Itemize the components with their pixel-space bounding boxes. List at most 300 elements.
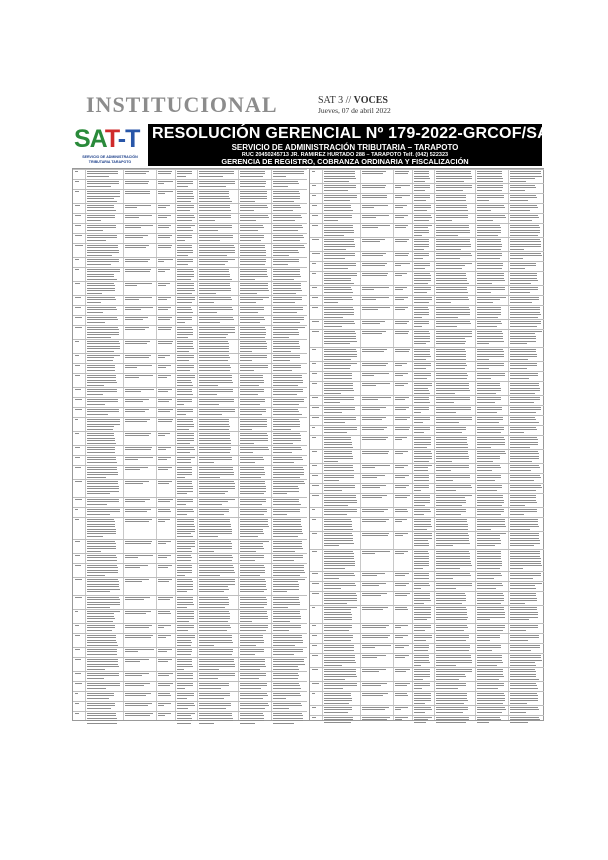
text-line	[87, 269, 121, 270]
table-cell	[414, 717, 433, 724]
text-line	[436, 645, 470, 646]
text-line	[510, 703, 527, 704]
text-line	[199, 693, 230, 694]
text-line	[362, 263, 387, 264]
text-line	[436, 292, 468, 293]
table-cell	[75, 713, 84, 715]
text-line	[75, 259, 79, 260]
table-cell	[414, 707, 433, 714]
text-line	[362, 439, 387, 440]
table-cell	[87, 181, 122, 188]
text-line	[414, 363, 431, 364]
text-line	[477, 444, 506, 445]
table-cell	[87, 365, 122, 372]
text-line	[477, 588, 497, 589]
text-line	[125, 401, 143, 402]
text-line	[273, 630, 290, 631]
text-line	[510, 173, 542, 174]
text-line	[125, 567, 141, 568]
text-line	[324, 427, 357, 428]
text-line	[436, 220, 452, 221]
text-line	[510, 399, 541, 400]
text-line	[436, 447, 469, 448]
text-line	[177, 334, 194, 335]
table-cell	[158, 191, 174, 196]
text-line	[436, 419, 473, 420]
text-line	[510, 698, 538, 699]
text-line	[199, 225, 232, 226]
text-line	[436, 307, 470, 308]
table-cell	[273, 457, 306, 464]
text-line	[273, 651, 304, 652]
text-line	[240, 391, 265, 392]
text-line	[477, 255, 503, 256]
text-line	[87, 521, 115, 522]
text-line	[177, 661, 193, 662]
text-line	[273, 457, 303, 458]
table-row	[310, 305, 544, 320]
text-line	[477, 461, 494, 462]
text-line	[240, 616, 268, 617]
text-line	[199, 474, 235, 475]
text-line	[510, 526, 539, 527]
text-line	[324, 437, 351, 438]
text-line	[273, 501, 299, 502]
text-line	[477, 393, 496, 394]
text-line	[273, 557, 303, 558]
table-cell	[510, 625, 543, 632]
table-cell	[510, 185, 543, 192]
text-line	[125, 259, 150, 260]
text-line	[324, 412, 343, 413]
text-line	[510, 630, 527, 631]
text-line	[158, 433, 171, 434]
text-line	[414, 703, 426, 704]
text-line	[436, 669, 472, 670]
table-cell	[414, 625, 433, 632]
text-line	[273, 261, 299, 262]
text-line	[477, 287, 505, 288]
table-cell	[324, 263, 359, 270]
table-cell	[414, 321, 433, 328]
text-line	[362, 625, 389, 626]
table-cell	[436, 707, 474, 714]
text-line	[324, 524, 352, 525]
table-cell	[273, 389, 306, 396]
table-cell	[125, 481, 155, 486]
text-line	[477, 598, 504, 599]
text-line	[477, 475, 502, 476]
table-cell	[125, 283, 155, 288]
text-line	[177, 351, 190, 352]
text-line	[240, 235, 265, 236]
table-cell	[87, 307, 122, 314]
text-line	[273, 385, 298, 386]
table-cell	[362, 407, 392, 412]
text-line	[436, 373, 468, 374]
text-line	[240, 252, 266, 253]
text-line	[240, 424, 268, 425]
text-line	[240, 675, 266, 676]
table-cell	[199, 375, 237, 387]
table-cell	[324, 417, 359, 424]
text-line	[324, 709, 353, 710]
table-cell	[240, 399, 270, 406]
table-cell	[125, 555, 155, 560]
text-line	[414, 657, 430, 658]
text-line	[510, 297, 539, 298]
table-cell	[199, 307, 237, 314]
text-line	[158, 467, 172, 468]
text-line	[87, 299, 116, 300]
text-line	[158, 685, 170, 686]
text-line	[240, 685, 267, 686]
text-line	[75, 659, 81, 660]
text-line	[414, 230, 429, 231]
text-line	[477, 551, 501, 552]
text-line	[125, 483, 143, 484]
text-line	[477, 402, 495, 403]
text-line	[273, 698, 287, 699]
text-line	[125, 695, 147, 696]
text-line	[87, 276, 115, 277]
text-line	[75, 181, 79, 182]
text-line	[273, 462, 295, 463]
text-line	[158, 651, 167, 652]
text-line	[436, 540, 470, 541]
table-cell	[273, 635, 306, 647]
text-line	[414, 232, 429, 233]
text-line	[177, 276, 194, 277]
text-line	[199, 357, 230, 358]
text-line	[158, 357, 165, 358]
text-line	[414, 698, 432, 699]
text-line	[477, 321, 502, 322]
text-line	[436, 588, 456, 589]
text-line	[477, 700, 506, 701]
text-line	[324, 432, 347, 433]
text-line	[273, 201, 294, 202]
text-line	[414, 669, 430, 670]
text-line	[395, 519, 408, 520]
table-cell	[199, 327, 237, 339]
text-line	[477, 635, 500, 636]
text-line	[199, 669, 220, 670]
text-line	[125, 327, 150, 328]
text-line	[240, 385, 259, 386]
text-line	[395, 655, 410, 656]
text-line	[177, 411, 193, 412]
table-row	[73, 417, 307, 432]
table-cell	[510, 451, 543, 463]
table-cell	[240, 389, 270, 396]
text-line	[125, 355, 151, 356]
text-line	[324, 640, 352, 641]
text-line	[324, 674, 357, 675]
table-cell	[199, 509, 237, 516]
text-line	[125, 299, 139, 300]
text-line	[273, 666, 299, 667]
table-cell	[75, 447, 84, 449]
table-row	[310, 329, 544, 348]
text-line	[158, 693, 171, 694]
table-cell	[240, 673, 270, 680]
text-line	[240, 240, 261, 241]
text-line	[477, 647, 502, 648]
table-cell	[312, 669, 321, 671]
text-line	[414, 393, 431, 394]
text-line	[312, 185, 316, 186]
table-cell	[436, 645, 474, 652]
text-line	[125, 509, 151, 510]
text-line	[177, 337, 188, 338]
text-line	[158, 409, 173, 410]
table-cell	[510, 383, 543, 395]
text-line	[510, 647, 541, 648]
text-line	[199, 718, 233, 719]
resolution-title: RESOLUCIÓN GERENCIAL Nº 179-2022-GRCOF/SAT-T	[152, 125, 573, 142]
text-line	[414, 365, 431, 366]
text-line	[477, 230, 501, 231]
text-line	[158, 555, 172, 556]
text-line	[436, 275, 467, 276]
text-line	[436, 635, 469, 636]
table-cell	[510, 475, 543, 482]
table-cell	[477, 215, 507, 222]
text-line	[395, 241, 407, 242]
text-line	[199, 565, 234, 566]
text-line	[75, 519, 80, 520]
text-line	[158, 435, 165, 436]
text-line	[125, 283, 152, 284]
table-cell	[273, 447, 306, 454]
text-line	[324, 619, 352, 620]
text-line	[324, 700, 352, 701]
text-line	[273, 438, 301, 439]
table-cell	[362, 583, 392, 588]
text-line	[510, 511, 537, 512]
text-line	[87, 351, 114, 352]
text-line	[436, 688, 458, 689]
text-line	[510, 210, 530, 211]
text-line	[240, 654, 255, 655]
text-line	[177, 645, 192, 646]
text-line	[414, 343, 426, 344]
text-line	[362, 467, 376, 468]
text-line	[414, 307, 429, 308]
table-cell	[324, 475, 359, 482]
text-line	[199, 599, 229, 600]
table-cell	[510, 693, 543, 705]
text-line	[87, 499, 120, 500]
text-line	[87, 526, 116, 527]
text-line	[87, 519, 115, 520]
text-line	[177, 290, 195, 291]
text-line	[436, 480, 454, 481]
table-cell	[75, 269, 84, 271]
text-line	[240, 438, 269, 439]
table-cell	[199, 433, 237, 445]
table-cell	[87, 297, 122, 304]
table-cell	[158, 259, 174, 264]
text-line	[177, 698, 187, 699]
table-cell	[324, 239, 359, 251]
text-line	[199, 524, 231, 525]
text-line	[199, 546, 232, 547]
text-line	[324, 475, 354, 476]
table-cell	[87, 519, 122, 538]
text-line	[362, 299, 376, 300]
text-line	[395, 645, 409, 646]
text-line	[273, 685, 300, 686]
text-line	[414, 171, 430, 172]
text-line	[436, 521, 468, 522]
table-cell	[177, 171, 196, 178]
table-cell	[273, 245, 306, 257]
table-cell	[158, 611, 174, 616]
table-cell	[362, 349, 392, 354]
text-line	[199, 343, 229, 344]
table-cell	[177, 579, 196, 593]
text-line	[510, 707, 539, 708]
text-line	[240, 673, 266, 674]
text-line	[510, 540, 540, 541]
table-cell	[87, 481, 122, 495]
text-line	[510, 385, 540, 386]
text-line	[240, 567, 265, 568]
text-line	[199, 443, 232, 444]
text-line	[240, 635, 263, 636]
text-line	[199, 421, 229, 422]
text-line	[199, 404, 220, 405]
text-line	[510, 442, 538, 443]
table-cell	[477, 427, 507, 434]
table-cell	[510, 215, 543, 222]
text-line	[158, 637, 166, 638]
text-line	[240, 613, 268, 614]
text-line	[414, 553, 429, 554]
text-line	[87, 678, 105, 679]
text-line	[240, 452, 254, 453]
text-line	[240, 607, 265, 608]
text-line	[87, 531, 116, 532]
text-line	[273, 343, 300, 344]
text-line	[177, 391, 192, 392]
text-line	[199, 433, 230, 434]
text-line	[125, 611, 151, 612]
table-cell	[199, 703, 237, 710]
text-line	[158, 245, 173, 246]
text-line	[177, 215, 195, 216]
text-line	[362, 307, 391, 308]
banner-text	[152, 124, 573, 166]
text-line	[87, 467, 117, 468]
text-line	[436, 442, 468, 443]
text-line	[87, 645, 118, 646]
text-line	[436, 475, 471, 476]
text-line	[199, 459, 233, 460]
text-line	[273, 459, 303, 460]
text-line	[324, 249, 347, 250]
table-cell	[240, 519, 270, 538]
text-line	[125, 375, 153, 376]
text-line	[477, 505, 502, 506]
text-line	[273, 394, 297, 395]
text-line	[477, 535, 500, 536]
text-line	[395, 297, 408, 298]
text-line	[477, 307, 501, 308]
text-line	[436, 227, 470, 228]
text-line	[273, 533, 303, 534]
text-line	[87, 584, 120, 585]
text-line	[414, 573, 429, 574]
table-cell	[177, 509, 196, 516]
text-line	[87, 341, 120, 342]
text-line	[158, 635, 172, 636]
text-line	[510, 451, 539, 452]
text-line	[273, 237, 304, 238]
table-cell	[414, 273, 433, 285]
table-cell	[158, 499, 174, 504]
text-line	[436, 722, 466, 723]
text-line	[395, 439, 402, 440]
table-cell	[273, 541, 306, 553]
text-line	[199, 570, 235, 571]
text-line	[240, 307, 264, 308]
table-cell	[158, 649, 174, 654]
table-cell	[324, 607, 359, 621]
text-line	[436, 698, 468, 699]
text-line	[177, 389, 192, 390]
text-line	[240, 404, 260, 405]
table-cell	[324, 465, 359, 472]
table-cell	[362, 625, 392, 630]
text-line	[199, 377, 232, 378]
table-cell	[199, 365, 237, 372]
text-line	[324, 660, 356, 661]
text-line	[477, 378, 491, 379]
table-cell	[199, 399, 237, 406]
text-line	[87, 693, 114, 694]
text-line	[87, 435, 115, 436]
table-cell	[477, 273, 507, 285]
table-cell	[125, 635, 155, 640]
text-line	[177, 312, 193, 313]
text-line	[477, 526, 506, 527]
text-line	[477, 563, 503, 564]
text-line	[199, 247, 235, 248]
table-cell	[510, 635, 543, 642]
text-line	[436, 312, 471, 313]
text-line	[240, 317, 265, 318]
text-line	[125, 173, 146, 174]
text-line	[177, 630, 189, 631]
text-line	[75, 481, 82, 482]
table-cell	[240, 625, 270, 632]
table-cell	[199, 259, 237, 266]
text-line	[510, 363, 537, 364]
text-line	[199, 259, 236, 260]
text-line	[477, 722, 490, 723]
text-line	[177, 514, 187, 515]
table-cell	[199, 269, 237, 281]
issue-info	[318, 95, 391, 115]
text-line	[414, 239, 429, 240]
text-line	[273, 341, 299, 342]
text-line	[436, 343, 466, 344]
table-cell	[125, 399, 155, 404]
text-line	[436, 197, 466, 198]
